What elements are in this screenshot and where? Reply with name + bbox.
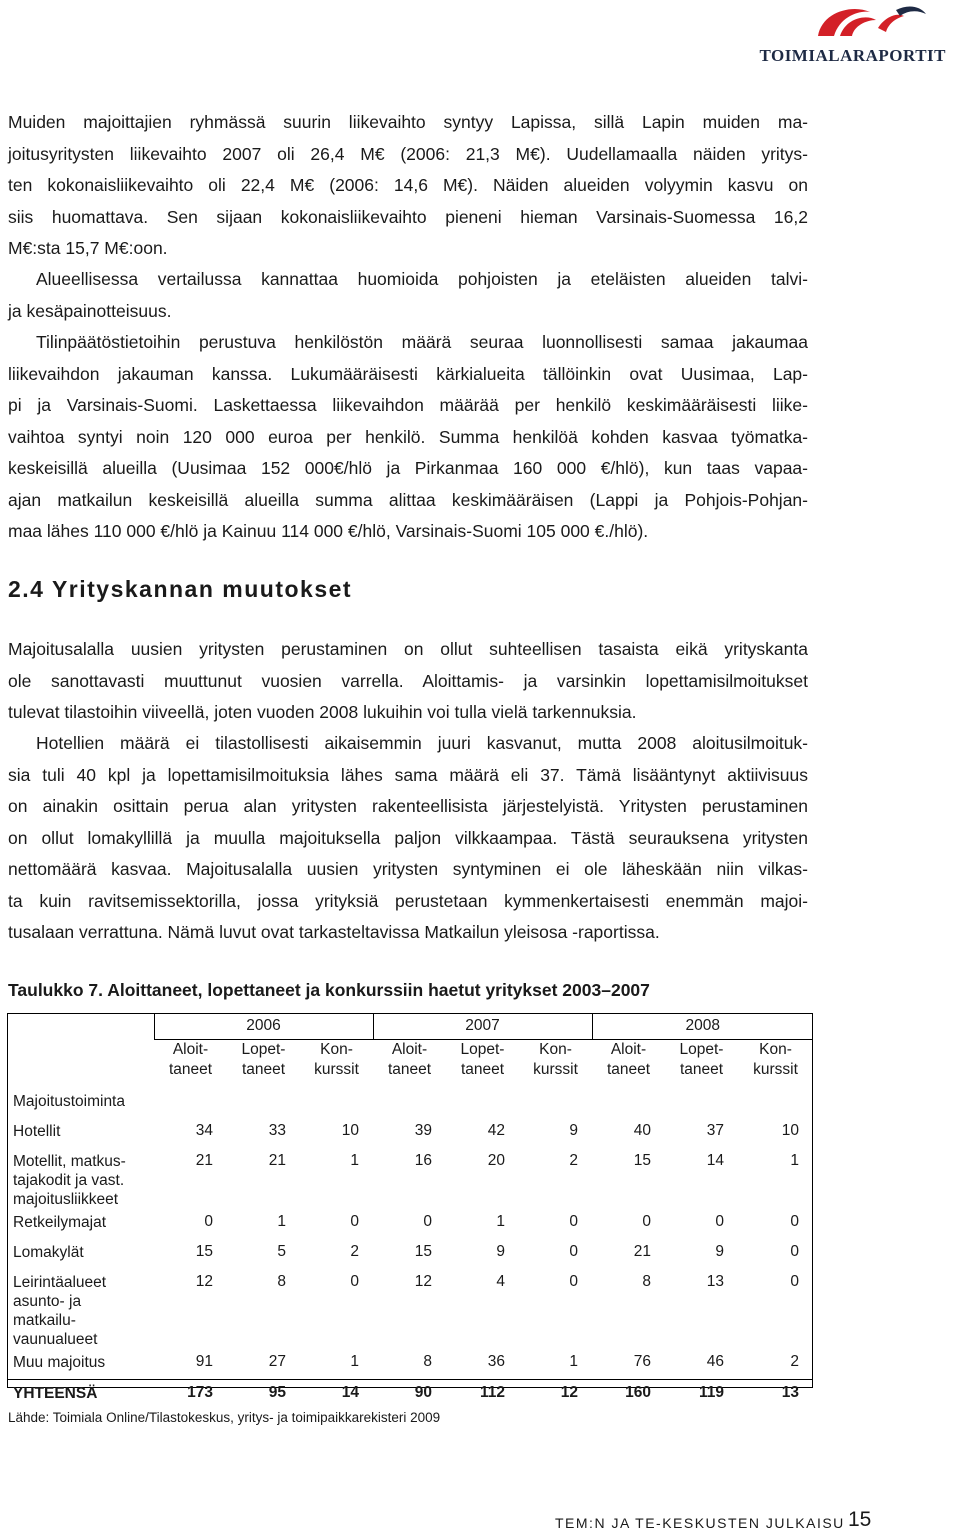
row-label: Muu majoitus [13,1354,106,1371]
table-cell: 112 [479,1384,505,1401]
table-cell: 2 [569,1152,578,1169]
table-cell: 37 [706,1122,724,1139]
table-cell: 5 [277,1243,286,1260]
text-line: nettomäärä kasvaa. Majoitusalalla uusien yritysten syntyminen ei ole läheskään niin vilkas- [8,859,808,879]
table-cell: 8 [642,1273,651,1290]
text-line: Muiden majoittajien ryhmässä suurin liikevaihto syntyy Lapissa, sillä Lapin muiden ma- [8,112,808,132]
paragraph-4 [8,634,808,729]
table-cell: 15 [195,1243,213,1260]
col-lopettaneet [446,1040,519,1089]
text-line: keskeisillä alueilla (Uusimaa 152 000€/hlö ja Pirkanmaa 160 000 €/hlö), kun taas vapaa- [8,458,808,478]
year-header-row [7,1013,813,1040]
table-cell: 13 [781,1384,799,1401]
paragraph-1 [8,107,808,265]
table-cell: 0 [350,1213,359,1230]
table-cell: 1 [569,1353,578,1370]
table-cell: 8 [277,1273,286,1290]
table-cell: 95 [268,1384,286,1401]
subheader-line: Aloit- [391,1041,428,1058]
subheader-line: taneet [460,1061,505,1078]
subheader-row [7,1040,813,1089]
table-cell: 21 [268,1152,286,1169]
table-cell: 76 [633,1353,651,1370]
subheader-line: Kon- [759,1041,792,1058]
text-line: Tilinpäätöstietoihin perustuva henkilöstön määrä seuraa luonnollisesti samaa jakaumaa [36,332,808,352]
table-cell: 4 [496,1273,505,1290]
table-cell: 1 [350,1152,359,1169]
table-row [7,1269,813,1349]
table-cell: 10 [781,1122,799,1139]
subheader-line: Lopet- [241,1041,286,1058]
table-cell: 27 [268,1353,286,1370]
table-cell: 12 [195,1273,213,1290]
row-label: YHTEENSÄ [13,1385,98,1402]
text-line: ole sanottavasti muuttunut vuosien varrella. Aloittamis- ja varsinkin lopettamisilmoitukset [8,670,808,691]
table-cell: 2 [350,1243,359,1260]
table-cell: 90 [414,1384,432,1401]
subheader-line: kurssit [533,1061,578,1078]
text-line: siis huomattava. Sen sijaan kokonaisliikevaihto pieneni hieman Varsinais-Suomessa 16,2 [8,206,808,227]
table-row [7,1148,813,1209]
text-line: vaihtoa syntyi noin 120 000 euroa per henkilö. Summa henkilöä kohden kasvaa työmatka- [8,426,808,447]
subheader-line: kurssit [314,1061,359,1078]
table-cell: 40 [633,1122,651,1139]
table-row [7,1209,813,1239]
table-cell: 39 [414,1122,432,1139]
text-line: ajan matkailun keskeisillä alueilla summa alittaa keskimääräisen (Lappi ja Pohjois-Pohjan- [8,489,808,510]
subheader-line: Aloit- [172,1041,209,1058]
table-cell: 14 [341,1384,359,1401]
text-line: Majoitusalalla uusien yritysten perustaminen on ollut suhteellisen tasaista eikä yrityskanta [8,639,808,659]
text-line: tulevat tilastoihin viiveellä, joten vuoden 2008 lukuihin voi tulla vielä tarkennuksia. [8,702,637,722]
data-table [7,1013,813,1410]
row-label: Lomakylät [13,1244,84,1261]
table-cell: 21 [195,1152,213,1169]
table-cell: 13 [706,1273,724,1290]
year-2006: 2006 [154,1013,373,1040]
subheader-line: taneet [679,1061,724,1078]
col-aloittaneet [373,1040,446,1089]
table-cell: 0 [790,1243,799,1260]
page-number: 15 [848,1508,872,1531]
total-row [7,1380,813,1411]
table-body [7,1118,813,1410]
col-konkurssit [738,1040,813,1089]
table-cell: 42 [487,1122,505,1139]
table-cell: 9 [569,1122,578,1139]
table-cell: 0 [569,1243,578,1260]
text-line: ja kesäpainotteisuus. [8,300,172,321]
table-cell: 119 [698,1384,724,1401]
empty-cell [7,1040,154,1089]
text-line: joitusyritysten liikevaihto 2007 oli 26,4 M€ (2006: 21,3 M€). Uudellamaalla näiden yritys- [8,143,808,164]
table-cell: 0 [569,1213,578,1230]
table-cell: 1 [350,1353,359,1370]
footer-label: TEM:N JA TE-KESKUSTEN JULKAISU [555,1515,845,1531]
year-2008: 2008 [592,1013,813,1040]
table-row [7,1349,813,1380]
year-2007: 2007 [373,1013,592,1040]
empty-cell [7,1013,154,1040]
subheader-line: taneet [168,1061,213,1078]
subheader-line: Lopet- [460,1041,505,1058]
subheader-line: Lopet- [679,1041,724,1058]
row-label: Hotellit [13,1123,61,1140]
table-cell: 21 [633,1243,651,1260]
table-row [7,1239,813,1269]
row-label: Retkeilymajat [13,1214,107,1231]
table-cell: 15 [633,1152,651,1169]
subheader-line: taneet [606,1061,651,1078]
table-cell: 12 [414,1273,432,1290]
text-line: tusalaan verrattuna. Nämä luvut ovat tarkasteltavissa Matkailun yleisosa -raportissa. [8,922,660,942]
table-row [7,1118,813,1148]
table-cell: 9 [715,1243,724,1260]
table-cell: 1 [496,1213,505,1230]
table-cell: 1 [277,1213,286,1230]
paragraph-5 [8,728,808,949]
col-konkurssit [300,1040,373,1089]
logo-swoosh-icon [800,2,930,50]
table-caption: Taulukko 7. Aloittaneet, lopettaneet ja konkurssiin haetut yritykset 2003–2007 [8,980,650,1000]
table-cell: 0 [204,1213,213,1230]
table-cell: 0 [642,1213,651,1230]
subheader-line: kurssit [753,1061,798,1078]
stub-header-row [7,1088,813,1118]
text-line: ten kokonaisliikevaihto oli 22,4 M€ (2006: 14,6 M€). Näiden alueiden volyymin kasvu on [8,175,808,195]
table-cell: 8 [423,1353,432,1370]
table-cell: 36 [487,1353,505,1370]
col-lopettaneet [665,1040,738,1089]
text-line: on ainakin osittain perua alan yritysten rakenteellisista järjestelyistä. Yritysten perustaminen [8,796,808,816]
text-line: pi ja Varsinais-Suomi. Laskettaessa liikevaihdon määrää per henkilö keskimääräisesti liike- [8,395,808,415]
table-cell: 160 [625,1384,651,1401]
table-cell: 0 [569,1273,578,1290]
text-line: on ollut lomakyllillä ja muulla majoituksella paljon vilkkaampaa. Tästä seurauksena yritysten [8,827,808,848]
subheader-line: Kon- [539,1041,572,1058]
row-label: Leirintäalueet asunto- ja matkailu- vaunualueet [13,1274,107,1348]
table-cell: 15 [414,1243,432,1260]
subheader-line: taneet [387,1061,432,1078]
stub-header: Majoitustoiminta [13,1093,125,1110]
text-line: M€:sta 15,7 M€:oon. [8,238,168,258]
text-line: Hotellien määrä ei tilastollisesti aikaisemmin juuri kasvanut, mutta 2008 aloitusilmoituk- [36,733,808,753]
table-cell: 0 [715,1213,724,1230]
source-note: Lähde: Toimiala Online/Tilastokeskus, yritys- ja toimipaikkarekisteri 2009 [8,1410,441,1425]
table-cell: 0 [423,1213,432,1230]
table-cell: 12 [560,1384,578,1401]
section-heading: 2.4 Yrityskannan muutokset [8,576,353,602]
table-cell: 46 [706,1353,724,1370]
table-cell: 0 [350,1273,359,1290]
row-label: Motellit, matkus- tajakodit ja vast. majoitusliikkeet [13,1153,126,1208]
table-cell: 0 [790,1213,799,1230]
table-cell: 16 [414,1152,432,1169]
table-cell: 20 [487,1152,505,1169]
toimialaraportit-logo [759,0,960,72]
col-lopettaneet [227,1040,300,1089]
logo-text: TOIMIALARAPORTIT [759,46,946,65]
table-cell: 1 [790,1152,799,1169]
text-line: ta kuin ravitsemissektorilla, jossa yrityksiä perustetaan kymmenkertaisesti enemmän majoi- [8,890,808,911]
subheader-line: Aloit- [610,1041,647,1058]
table-cell: 34 [195,1122,213,1139]
text-line: maa lähes 110 000 €/hlö ja Kainuu 114 000 €/hlö, Varsinais-Suomi 105 000 €./hlö). [8,521,649,541]
table-cell: 14 [706,1152,724,1169]
table-cell: 33 [268,1122,286,1139]
col-aloittaneet [592,1040,665,1089]
text-line: sia tuli 40 kpl ja lopettamisilmoituksia lähes sama määrä eli 37. Tämä lisääntynyt aktiivisuus [8,764,808,785]
paragraph-3 [8,327,808,548]
subheader-line: Kon- [320,1041,353,1058]
table-cell: 9 [496,1243,505,1260]
paragraph-2 [8,264,808,327]
table-cell: 0 [790,1273,799,1290]
col-konkurssit [519,1040,592,1089]
table-cell: 173 [187,1384,213,1401]
text-line: Alueellisessa vertailussa kannattaa huomioida pohjoisten ja eteläisten alueiden talvi- [36,269,808,289]
table-cell: 2 [790,1353,799,1370]
subheader-line: taneet [241,1061,286,1078]
col-aloittaneet [154,1040,227,1089]
table-cell: 10 [341,1122,359,1139]
table-cell: 91 [195,1353,213,1370]
text-line: liikevaihdon jakauman kanssa. Lukumääräisesti kärkialueita tällöinkin ovat Uusimaa, Lap- [8,363,808,384]
